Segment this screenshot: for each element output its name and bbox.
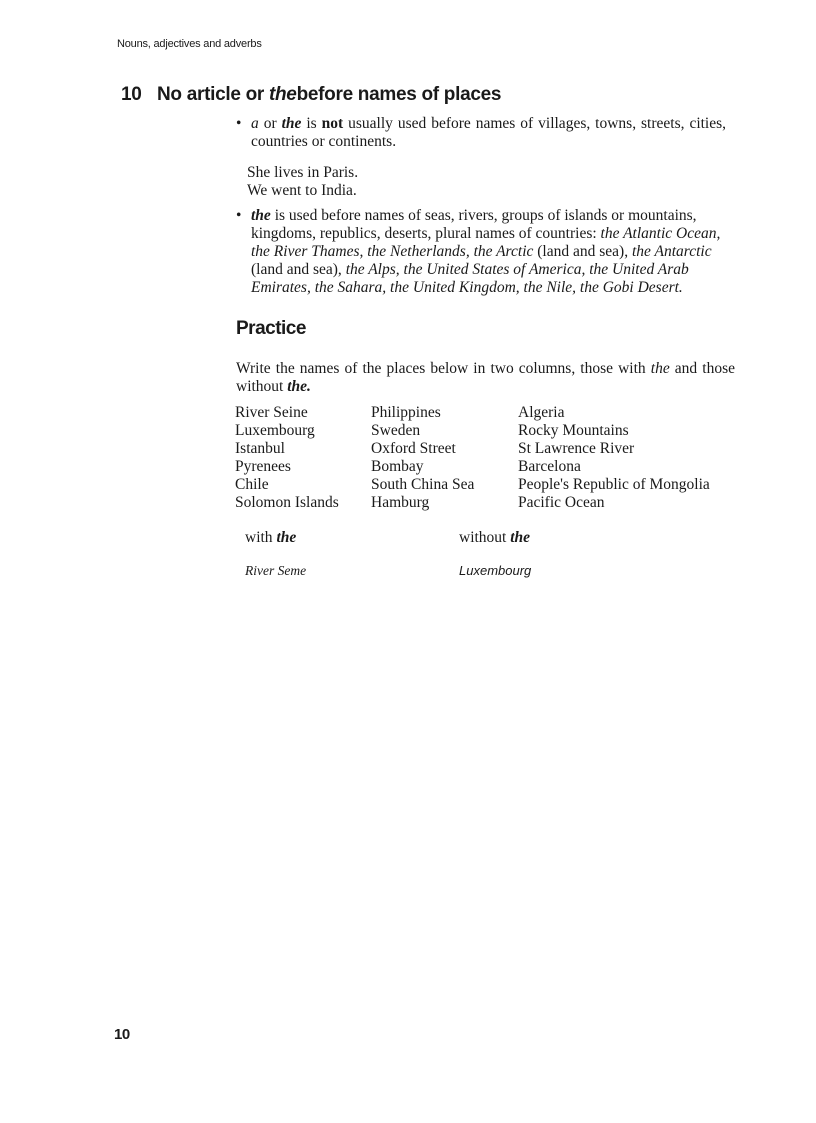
places-list xyxy=(235,404,748,512)
bullet-no-article xyxy=(236,115,726,151)
place-name: Oxford Street xyxy=(371,440,456,457)
section-title-post: before names of places xyxy=(296,84,502,105)
example-answer-with: River Seme xyxy=(245,563,307,578)
word-is: is xyxy=(306,115,317,132)
bullet-no-article-line-1: usually used before names of villages, towns, streets, cities, xyxy=(348,115,727,132)
example-answer-without: Luxembourg xyxy=(459,563,532,578)
running-head: Nouns, adjectives and adverbs xyxy=(117,38,262,50)
instructions-text-1: Write the names of the places below in two columns, those with xyxy=(236,360,646,377)
example-sentence: She lives in Paris. xyxy=(247,164,359,181)
place-name: St Lawrence River xyxy=(518,440,635,457)
word-a: a xyxy=(251,115,259,132)
place-name: Pyrenees xyxy=(235,458,291,475)
bullet-the-used xyxy=(236,207,736,297)
examples xyxy=(247,164,358,200)
section-title-pre: No article or xyxy=(157,84,264,105)
bullet-no-article-text xyxy=(251,115,726,151)
instructions-the-2: the. xyxy=(287,378,311,395)
column-heading-without-the: the xyxy=(510,529,531,546)
place-name: South China Sea xyxy=(371,476,475,493)
place-name: Luxembourg xyxy=(235,422,315,439)
place-name: Bombay xyxy=(371,458,424,475)
place-name: People's Republic of Mongolia xyxy=(518,476,710,493)
column-heading-without-word: without xyxy=(459,529,507,546)
place-name: Istanbul xyxy=(235,440,285,457)
column-heading-without xyxy=(459,529,530,547)
bullet-the-examples-3: the Alps, the United States of America, the United Arab Emirates, the Sahara, the United Kingdom, the Nile, the Gobi Desert. xyxy=(251,261,689,296)
place-name: Algeria xyxy=(518,404,565,421)
place-name: Pacific Ocean xyxy=(518,494,605,511)
practice-heading: Practice xyxy=(236,318,306,339)
page-number: 10 xyxy=(114,1026,130,1043)
place-name: Chile xyxy=(235,476,269,493)
word-not: not xyxy=(321,115,344,132)
column-heading-with-word: with xyxy=(245,529,273,546)
instructions-the: the xyxy=(650,360,670,377)
word-or: or xyxy=(263,115,277,132)
bullet-the-used-text xyxy=(251,207,736,297)
place-name: Philippines xyxy=(371,404,441,421)
bullet-the-text-2: (land and sea), xyxy=(537,243,629,260)
bullet-the-text-1: is used before names of seas, rivers, groups of islands or mountains, kingdoms, republics, deserts, plural names of countries: xyxy=(251,207,697,242)
word-the: the xyxy=(281,115,302,132)
bullet-the-examples-2: the Antarctic xyxy=(631,243,712,260)
section-heading xyxy=(121,84,501,106)
place-name: Barcelona xyxy=(518,458,581,475)
bullet-dot: • xyxy=(236,115,242,132)
place-name: Sweden xyxy=(371,422,421,439)
place-name: Hamburg xyxy=(371,494,430,511)
column-heading-with-the: the xyxy=(276,529,297,546)
section-number: 10 xyxy=(121,84,142,105)
bullet-the-examples-1: the Atlantic Ocean, the River Thames, the Netherlands, the Arctic xyxy=(251,225,721,260)
word-the: the xyxy=(251,207,271,224)
bullet-the-text-3: (land and sea), xyxy=(251,261,342,278)
practice-instructions xyxy=(236,360,735,396)
place-name: Solomon Islands xyxy=(235,494,339,511)
section-title-em: the xyxy=(268,84,297,105)
example-sentence: We went to India. xyxy=(247,182,357,199)
bullet-dot: • xyxy=(236,207,242,224)
column-heading-with xyxy=(245,529,296,547)
place-name: River Seine xyxy=(235,404,308,421)
bullet-no-article-line-2: countries or continents. xyxy=(251,133,397,150)
place-name: Rocky Mountains xyxy=(518,422,629,439)
instructions-text-2: and those without xyxy=(236,360,735,395)
